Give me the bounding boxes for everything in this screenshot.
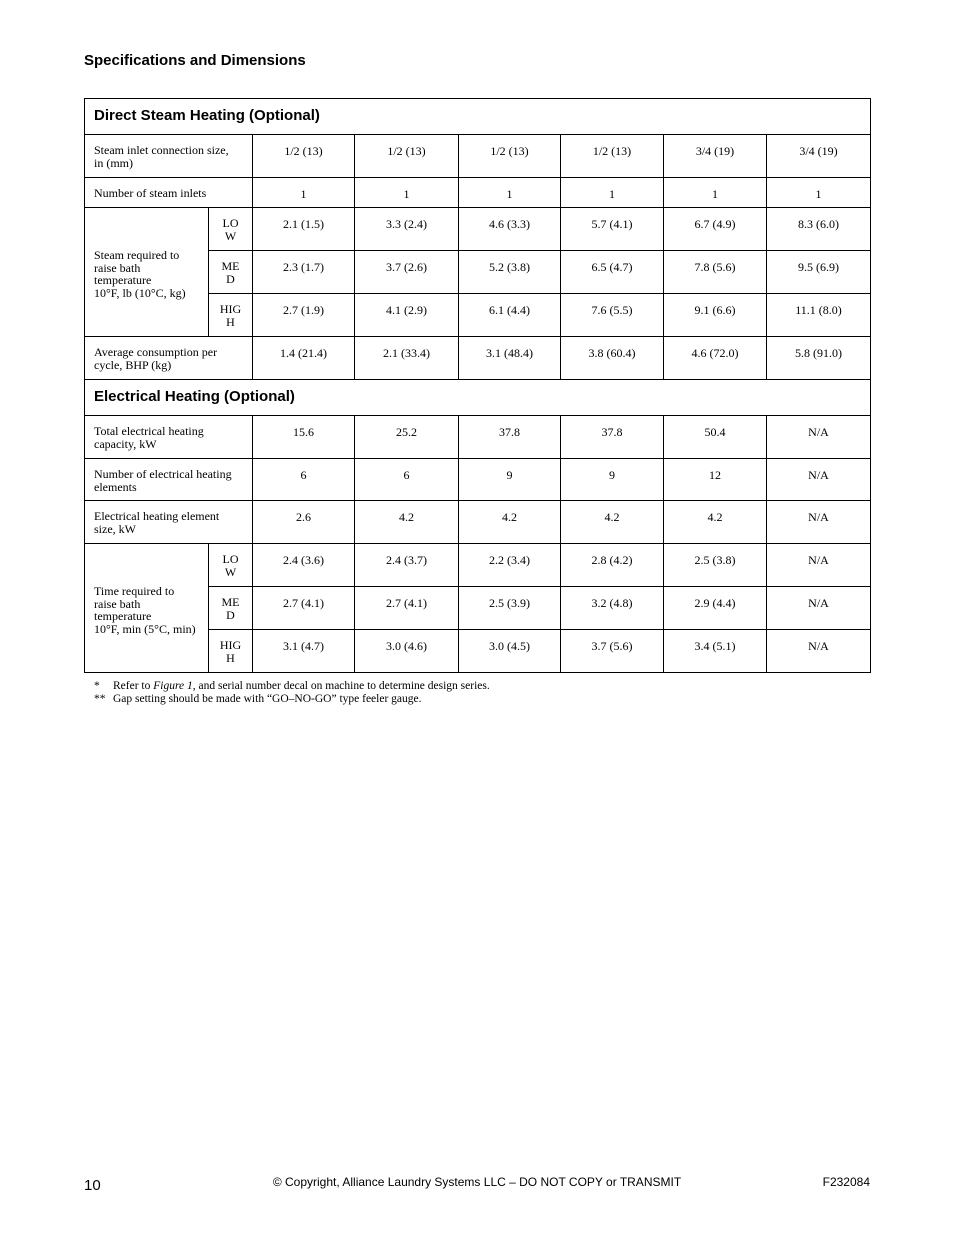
avg-consumption-value: 2.1 (33.4) xyxy=(355,337,459,380)
page-heading: Specifications and Dimensions xyxy=(84,52,306,69)
time-required-value: N/A xyxy=(767,544,871,587)
time-required-value: 3.1 (4.7) xyxy=(253,630,355,673)
electric-capacity-value: 37.8 xyxy=(459,416,561,459)
avg-consumption-value: 3.8 (60.4) xyxy=(561,337,664,380)
level-text: LO W xyxy=(222,216,239,243)
electric-section-title-row xyxy=(85,380,871,416)
steam-required-value: 5.2 (3.8) xyxy=(459,251,561,294)
footnote-mark: * xyxy=(94,680,100,692)
time-required-level xyxy=(209,630,253,673)
level-text: HIG H xyxy=(219,302,242,329)
steam-required-level xyxy=(209,208,253,251)
electric-elements-value: 6 xyxy=(355,459,459,501)
steam-required-value: 3.3 (2.4) xyxy=(355,208,459,251)
electric-capacity-value: 15.6 xyxy=(253,416,355,459)
element-size-value: 4.2 xyxy=(561,501,664,544)
avg-consumption-label xyxy=(85,337,253,380)
time-required-value: N/A xyxy=(767,630,871,673)
time-required-level xyxy=(209,544,253,587)
level-text: ME D xyxy=(221,259,240,286)
steam-inlet-size-value: 1/2 (13) xyxy=(355,135,459,178)
steam-required-level xyxy=(209,251,253,294)
steam-required-value: 2.3 (1.7) xyxy=(253,251,355,294)
steam-required-label xyxy=(85,208,209,337)
level-text: HIG H xyxy=(219,638,242,665)
time-required-value: 3.0 (4.5) xyxy=(459,630,561,673)
steam-inlet-count-row xyxy=(85,178,871,208)
steam-required-value: 6.7 (4.9) xyxy=(664,208,767,251)
footnote-text-cont: , and serial number decal on machine to determine design series. xyxy=(192,680,490,692)
time-required-value: 2.7 (4.1) xyxy=(253,587,355,630)
electric-capacity-value: N/A xyxy=(767,416,871,459)
steam-inlet-size-label xyxy=(85,135,253,178)
electric-capacity-label xyxy=(85,416,253,459)
footnote xyxy=(94,693,490,706)
electric-capacity-value: 50.4 xyxy=(664,416,767,459)
electric-elements-label-text: Number of electrical heating elements xyxy=(94,467,232,494)
time-required-value: 3.2 (4.8) xyxy=(561,587,664,630)
spec-table xyxy=(84,98,871,673)
time-required-value: N/A xyxy=(767,587,871,630)
time-required-level xyxy=(209,587,253,630)
avg-consumption-value: 4.6 (72.0) xyxy=(664,337,767,380)
steam-inlet-count-value: 1 xyxy=(664,178,767,208)
steam-required-value: 9.1 (6.6) xyxy=(664,294,767,337)
electric-elements-value: 12 xyxy=(664,459,767,501)
steam-required-value: 3.7 (2.6) xyxy=(355,251,459,294)
time-required-value: 2.8 (4.2) xyxy=(561,544,664,587)
steam-required-value: 7.6 (5.5) xyxy=(561,294,664,337)
time-required-value: 2.5 (3.8) xyxy=(664,544,767,587)
element-size-value: 4.2 xyxy=(664,501,767,544)
copyright-notice: © Copyright, Alliance Laundry Systems LLC – DO NOT COPY or TRANSMIT xyxy=(272,1175,682,1189)
footnote-text: Gap setting should be made with “GO–NO-GO” type feeler gauge. xyxy=(113,692,422,705)
steam-required-level xyxy=(209,294,253,337)
avg-consumption-row xyxy=(85,337,871,380)
document-id: F232084 xyxy=(822,1175,870,1189)
element-size-value: 4.2 xyxy=(355,501,459,544)
time-required-value: 2.2 (3.4) xyxy=(459,544,561,587)
page-number: 10 xyxy=(84,1177,101,1194)
electric-elements-value: 9 xyxy=(561,459,664,501)
avg-consumption-value: 1.4 (21.4) xyxy=(253,337,355,380)
time-required-value: 3.7 (5.6) xyxy=(561,630,664,673)
electric-section-title: Electrical Heating (Optional) xyxy=(85,380,871,416)
steam-required-value: 2.7 (1.9) xyxy=(253,294,355,337)
steam-section-title-row xyxy=(85,99,871,135)
steam-section-title: Direct Steam Heating (Optional) xyxy=(85,99,871,135)
footnote xyxy=(94,680,490,693)
steam-required-value: 2.1 (1.5) xyxy=(253,208,355,251)
level-text: ME D xyxy=(221,595,240,622)
time-required-value: 2.5 (3.9) xyxy=(459,587,561,630)
time-required-value: 3.4 (5.1) xyxy=(664,630,767,673)
steam-inlet-size-value: 3/4 (19) xyxy=(664,135,767,178)
steam-required-row xyxy=(85,208,871,251)
steam-inlet-size-label-text: Steam inlet connection size, in (mm) xyxy=(94,143,229,170)
avg-consumption-value: 3.1 (48.4) xyxy=(459,337,561,380)
element-size-row xyxy=(85,501,871,544)
steam-required-value: 8.3 (6.0) xyxy=(767,208,871,251)
steam-inlet-count-value: 1 xyxy=(355,178,459,208)
level-text: LO W xyxy=(222,552,239,579)
steam-inlet-count-value: 1 xyxy=(561,178,664,208)
element-size-label xyxy=(85,501,253,544)
steam-required-value: 6.5 (4.7) xyxy=(561,251,664,294)
avg-consumption-label-text: Average consumption per cycle, BHP (kg) xyxy=(94,345,218,372)
steam-inlet-size-value: 1/2 (13) xyxy=(459,135,561,178)
footnote-mark: ** xyxy=(94,692,106,705)
steam-required-value: 11.1 (8.0) xyxy=(767,294,871,337)
element-size-value: 2.6 xyxy=(253,501,355,544)
steam-inlet-count-value: 1 xyxy=(767,178,871,208)
steam-inlet-count-value: 1 xyxy=(459,178,561,208)
footnote-text: Refer to xyxy=(113,680,154,692)
steam-inlet-size-row xyxy=(85,135,871,178)
footnotes xyxy=(94,680,490,705)
electric-capacity-value: 25.2 xyxy=(355,416,459,459)
element-size-value: N/A xyxy=(767,501,871,544)
steam-inlet-count-value: 1 xyxy=(253,178,355,208)
footnote-figure-ref: Figure 1 xyxy=(153,680,193,692)
steam-required-value: 4.6 (3.3) xyxy=(459,208,561,251)
steam-required-value: 7.8 (5.6) xyxy=(664,251,767,294)
steam-required-value: 5.7 (4.1) xyxy=(561,208,664,251)
time-required-label-text: Time required to raise bath temperature 10°F, min (5°C, min) xyxy=(94,584,196,636)
avg-consumption-value: 5.8 (91.0) xyxy=(767,337,871,380)
steam-required-value: 9.5 (6.9) xyxy=(767,251,871,294)
time-required-label xyxy=(85,544,209,673)
element-size-label-text: Electrical heating element size, kW xyxy=(94,509,220,536)
steam-inlet-count-label xyxy=(85,178,253,208)
time-required-row xyxy=(85,544,871,587)
time-required-value: 2.9 (4.4) xyxy=(664,587,767,630)
steam-required-label-text: Steam required to raise bath temperature 10°F, lb (10°C, kg) xyxy=(94,248,186,300)
electric-capacity-row xyxy=(85,416,871,459)
time-required-value: 2.7 (4.1) xyxy=(355,587,459,630)
electric-elements-row xyxy=(85,459,871,501)
electric-elements-value: 9 xyxy=(459,459,561,501)
time-required-value: 3.0 (4.6) xyxy=(355,630,459,673)
steam-inlet-size-value: 1/2 (13) xyxy=(561,135,664,178)
steam-required-value: 6.1 (4.4) xyxy=(459,294,561,337)
steam-inlet-size-value: 1/2 (13) xyxy=(253,135,355,178)
time-required-value: 2.4 (3.6) xyxy=(253,544,355,587)
electric-capacity-label-text: Total electrical heating capacity, kW xyxy=(94,424,204,451)
element-size-value: 4.2 xyxy=(459,501,561,544)
steam-inlet-count-label-text: Number of steam inlets xyxy=(94,186,207,200)
time-required-value: 2.4 (3.7) xyxy=(355,544,459,587)
electric-elements-label xyxy=(85,459,253,501)
steam-required-value: 4.1 (2.9) xyxy=(355,294,459,337)
electric-elements-value: 6 xyxy=(253,459,355,501)
electric-elements-value: N/A xyxy=(767,459,871,501)
electric-capacity-value: 37.8 xyxy=(561,416,664,459)
steam-inlet-size-value: 3/4 (19) xyxy=(767,135,871,178)
